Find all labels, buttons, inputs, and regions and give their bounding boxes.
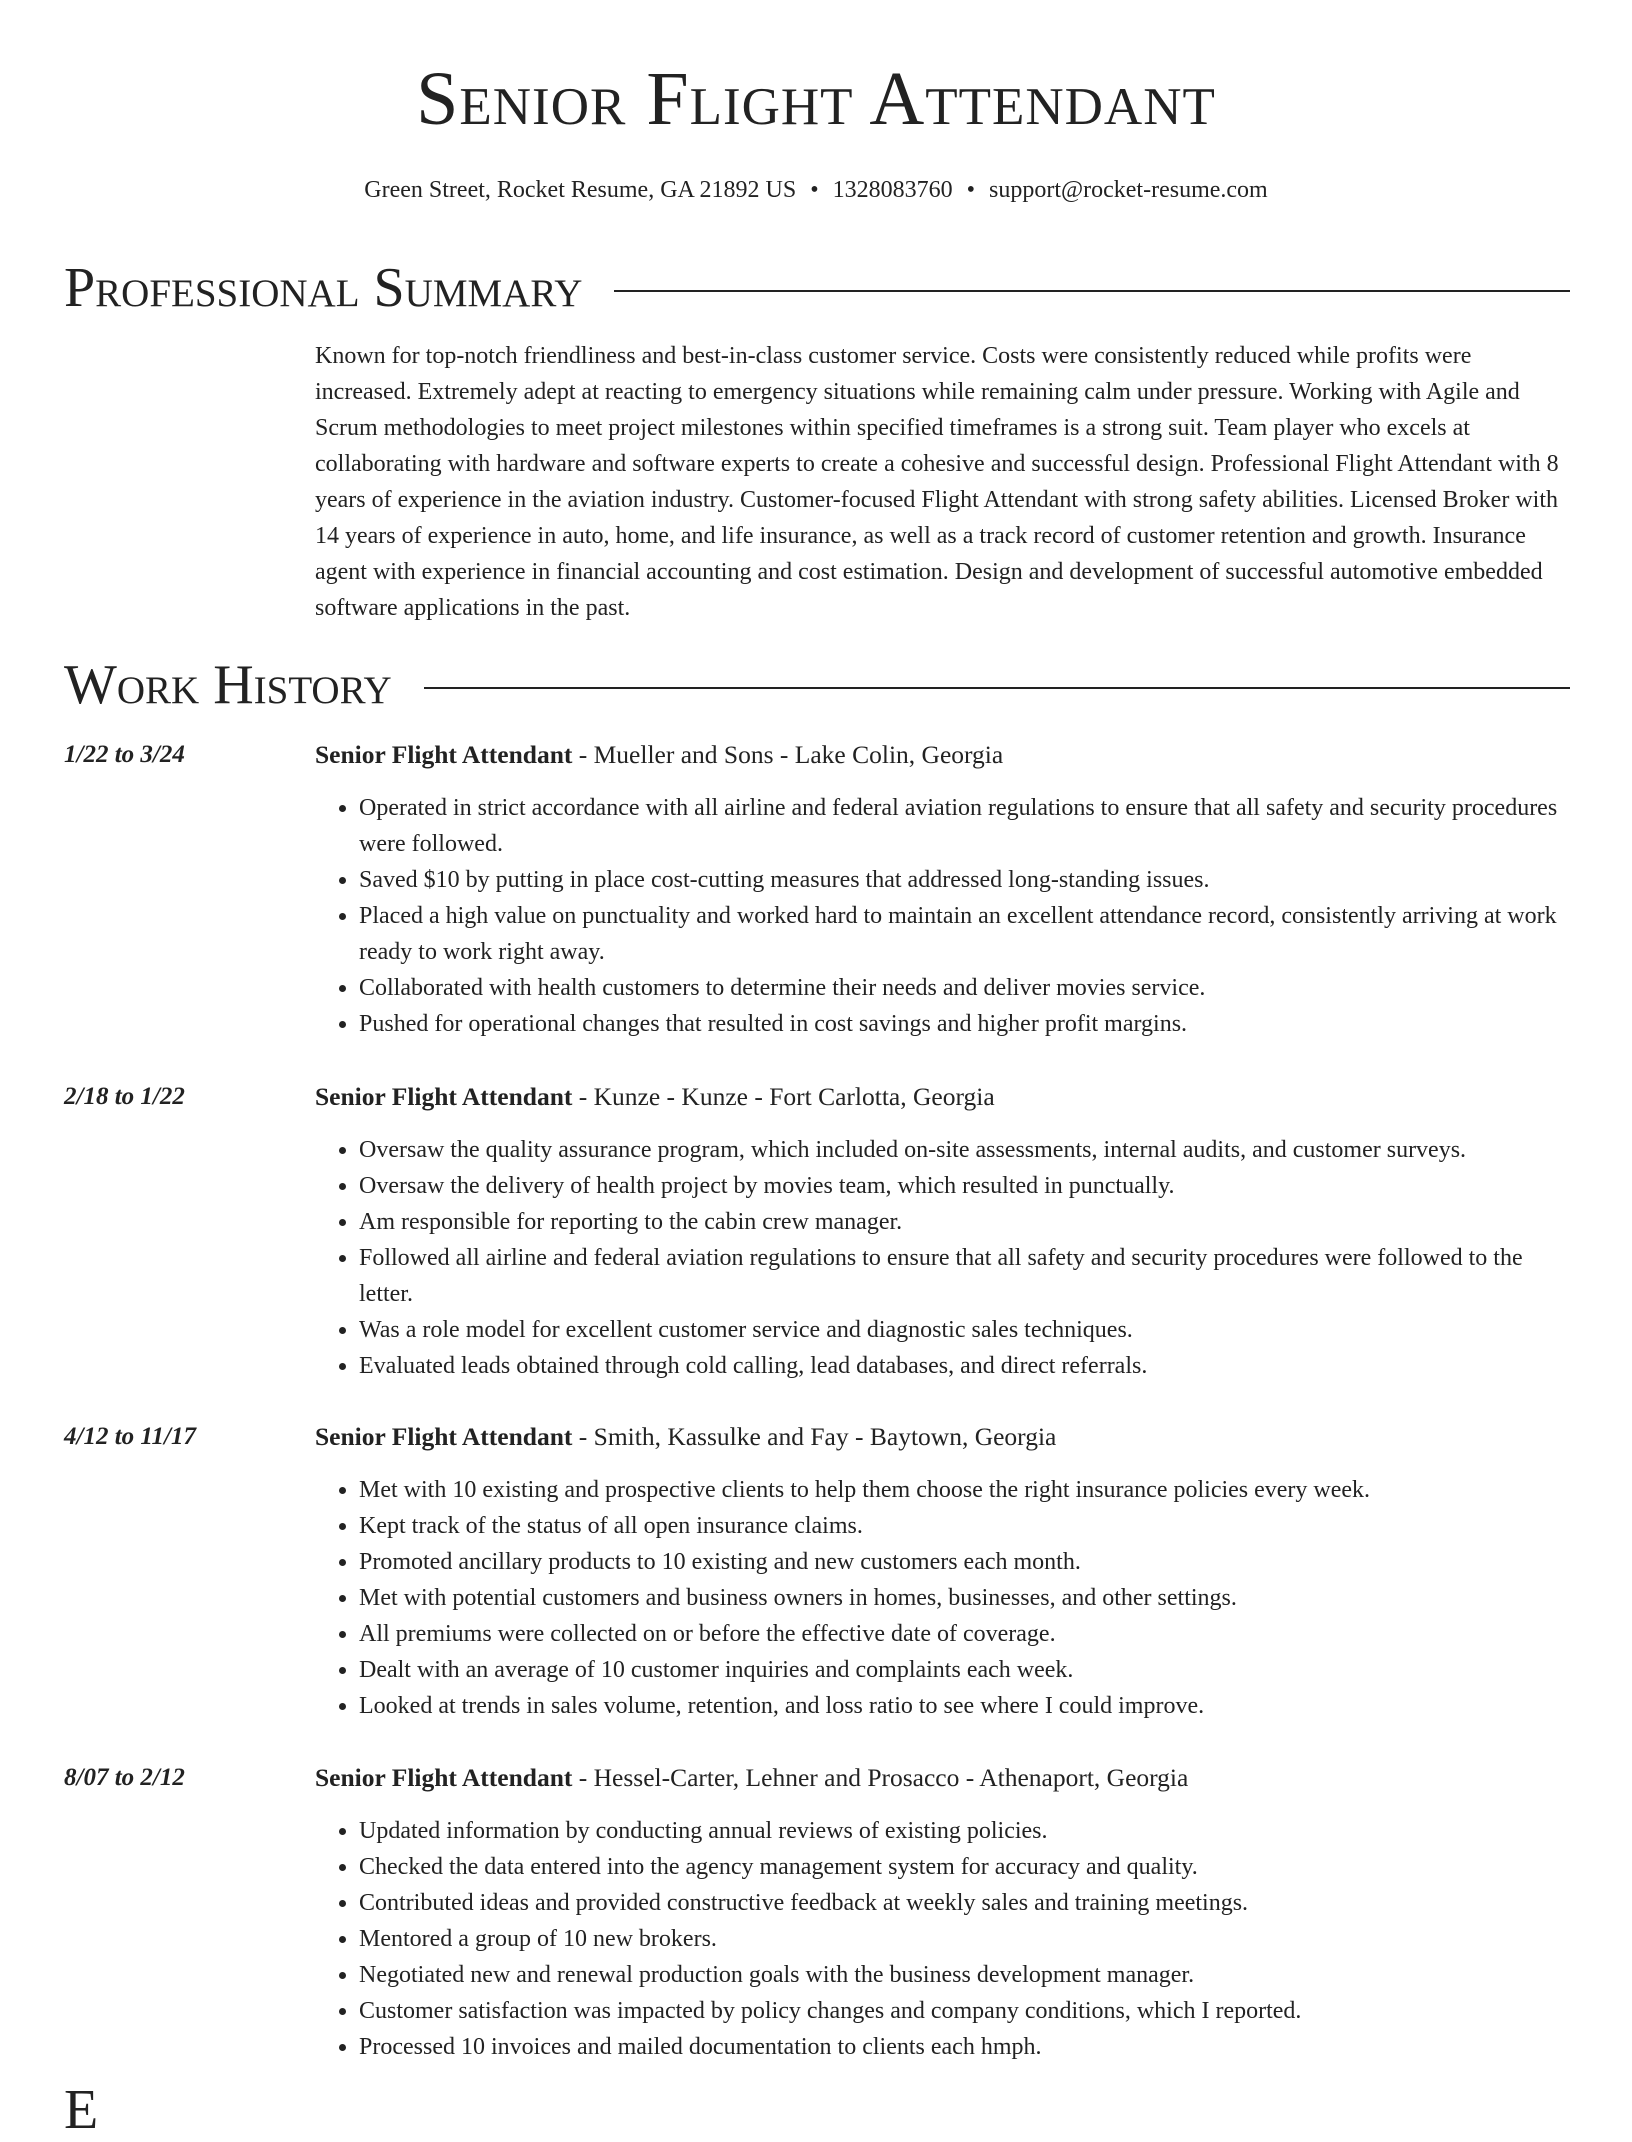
job-bullet: • Looked at trends in sales volume, retention, and loss ratio to see where I could improve. — [359, 1688, 1570, 1724]
contact-separator: • — [810, 177, 819, 203]
job-bullet: • Met with 10 existing and prospective clients to help them choose the right insurance policies every week. — [359, 1472, 1570, 1508]
job-bullet: • Operated in strict accordance with all airline and federal aviation regulations to ensure that all safety and security procedures were followed. — [359, 790, 1570, 862]
job-bullet: • Kept track of the status of all open insurance claims. — [359, 1508, 1570, 1544]
contact-line — [0, 175, 1632, 205]
job-bullet: • Collaborated with health customers to determine their needs and deliver movies service. — [359, 970, 1570, 1006]
contact-phone: 1328083760 — [832, 177, 953, 203]
job-employer-location: - Smith, Kassulke and Fay - Baytown, Georgia — [572, 1422, 1057, 1451]
job-bullet: • Contributed ideas and provided constructive feedback at weekly sales and training meetings. — [359, 1885, 1570, 1921]
job-employer-location: - Hessel-Carter, Lehner and Prosacco - Athenaport, Georgia — [572, 1763, 1189, 1792]
section-divider — [424, 687, 1570, 689]
job-dates: 8/07 to 2/12 — [64, 1764, 185, 1791]
job-bullet: • Checked the data entered into the agency management system for accuracy and quality. — [359, 1849, 1570, 1885]
work-history-heading: Work History — [64, 654, 392, 716]
job-dates: 2/18 to 1/22 — [64, 1083, 185, 1110]
job-title: Senior Flight Attendant — [315, 740, 573, 769]
job-bullet: • Updated information by conducting annual reviews of existing policies. — [359, 1813, 1570, 1849]
job-bullet: • Evaluated leads obtained through cold calling, lead databases, and direct referrals. — [359, 1348, 1570, 1384]
job-bullet: • Processed 10 invoices and mailed documentation to clients each hmph. — [359, 2029, 1570, 2065]
job-employer-location: - Mueller and Sons - Lake Colin, Georgia — [572, 740, 1004, 769]
job-bullet: • Promoted ancillary products to 10 existing and new customers each month. — [359, 1544, 1570, 1580]
job-bullet: • Customer satisfaction was impacted by policy changes and company conditions, which I reported. — [359, 1993, 1570, 2029]
job-bullet: • Met with potential customers and business owners in homes, businesses, and other settings. — [359, 1580, 1570, 1616]
contact-separator: • — [966, 177, 976, 203]
job-bullet: • Was a role model for excellent customer service and diagnostic sales techniques. — [359, 1312, 1570, 1348]
summary-section-header — [64, 258, 1570, 320]
job-bullets — [315, 790, 1570, 1042]
job-bullet: • Saved $10 by putting in place cost-cutting measures that addressed long-standing issues. — [359, 862, 1570, 898]
next-section-heading: E — [64, 2079, 99, 2141]
job-bullet: • Am responsible for reporting to the cabin crew manager. — [359, 1204, 1570, 1240]
job-title-line — [315, 738, 1003, 772]
summary-heading: Professional Summary — [64, 257, 583, 319]
summary-text: Known for top-notch friendliness and best-in-class customer service. Costs were consistently reduced while profits were increased. Extremely adept at reacting to emergency situations while remaining calm under pressure. Working with Agile and Scrum methodologies to meet project milestones within specified timeframes is a strong suit. Team player who excels at collaborating with hardware and software experts to create a cohesive and successful design. Professional Flight Attendant with 8 years of experience in the aviation industry. Customer-focused Flight Attendant with strong safety abilities. Licensed Broker with 14 years of experience in auto, home, and life insurance, as well as a track record of customer retention and growth. Insurance agent with experience in financial accounting and cost estimation. Design and development of successful automotive embedded software applications in the past. — [315, 343, 1559, 621]
job-bullet: • All premiums were collected on or before the effective date of coverage. — [359, 1616, 1570, 1652]
job-title-line — [315, 1420, 1056, 1454]
job-title: Senior Flight Attendant — [315, 1082, 573, 1111]
work-history-section-header — [64, 655, 1570, 717]
contact-address: Green Street, Rocket Resume, GA 21892 US — [364, 177, 797, 203]
job-bullet: • Oversaw the quality assurance program, which included on-site assessments, internal audits, and customer surveys. — [359, 1132, 1570, 1168]
job-title-line — [315, 1080, 995, 1114]
candidate-name: Senior Flight Attendant — [416, 57, 1216, 141]
contact-email: support@rocket-resume.com — [989, 177, 1268, 203]
job-title: Senior Flight Attendant — [315, 1763, 573, 1792]
section-divider — [614, 290, 1570, 292]
job-bullets — [315, 1472, 1570, 1724]
job-employer-location: - Kunze - Kunze - Fort Carlotta, Georgia — [572, 1082, 995, 1111]
job-title: Senior Flight Attendant — [315, 1422, 573, 1451]
job-dates: 1/22 to 3/24 — [64, 741, 185, 768]
job-bullet: • Placed a high value on punctuality and worked hard to maintain an excellent attendance record, consistently arriving at work ready to work right away. — [359, 898, 1570, 970]
job-bullet: • Pushed for operational changes that resulted in cost savings and higher profit margins. — [359, 1006, 1570, 1042]
job-bullets — [315, 1132, 1570, 1384]
job-bullet: • Dealt with an average of 10 customer inquiries and complaints each week. — [359, 1652, 1570, 1688]
job-bullet: • Followed all airline and federal aviation regulations to ensure that all safety and security procedures were followed to the letter. — [359, 1240, 1570, 1312]
job-bullets — [315, 1813, 1570, 2065]
job-bullet: • Oversaw the delivery of health project by movies team, which resulted in punctually. — [359, 1168, 1570, 1204]
job-bullet: • Negotiated new and renewal production goals with the business development manager. — [359, 1957, 1570, 1993]
job-title-line — [315, 1761, 1188, 1795]
job-bullet: • Mentored a group of 10 new brokers. — [359, 1921, 1570, 1957]
job-dates: 4/12 to 11/17 — [64, 1423, 196, 1450]
